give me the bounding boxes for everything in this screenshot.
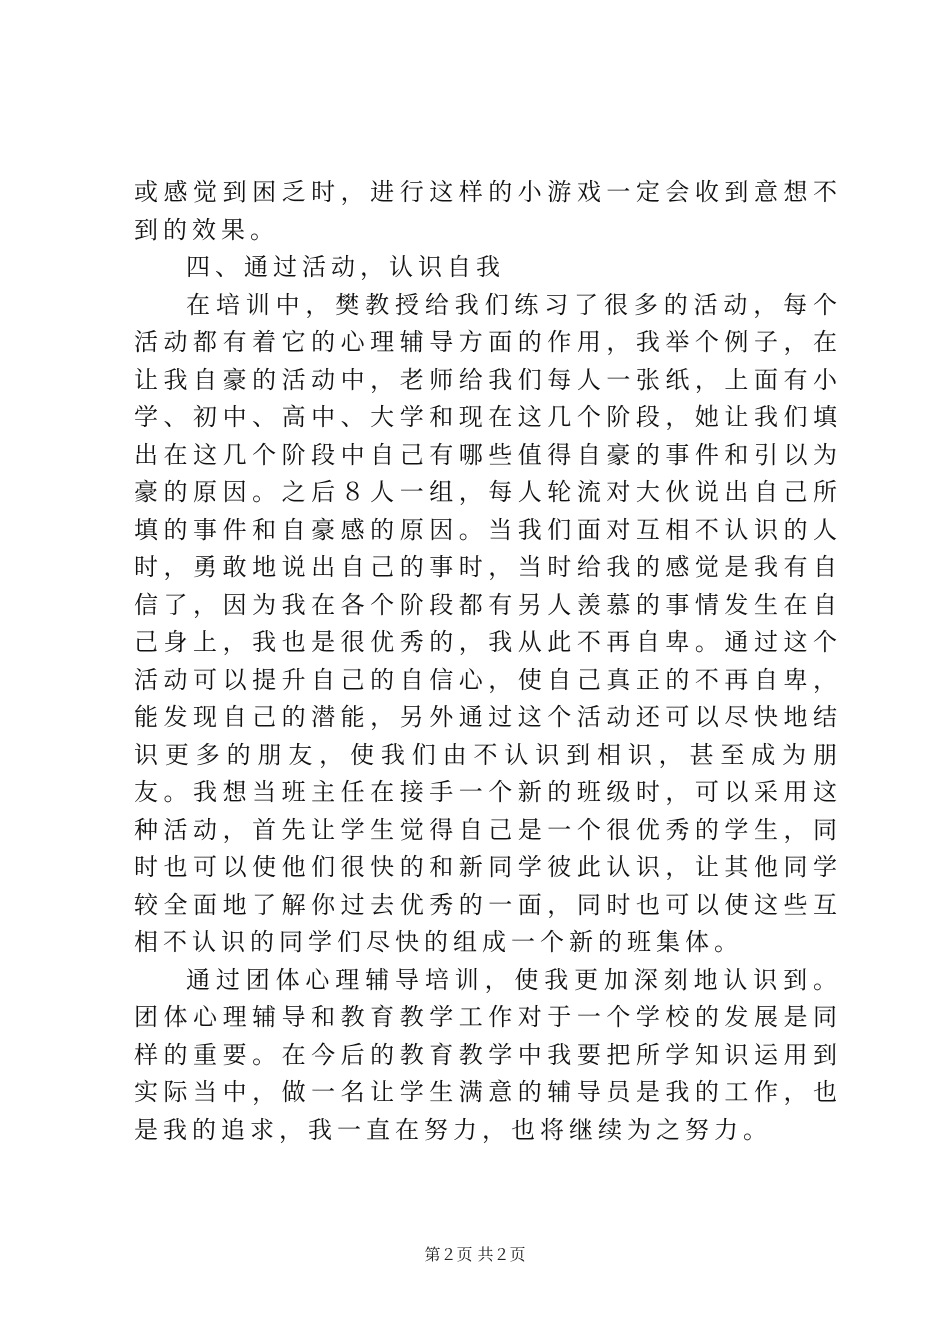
document-body — [134, 174, 842, 1149]
paragraph-conclusion: 通过团体心理辅导培训，使我更加深刻地认识到。团体心理辅导和教育教学工作对于一个学校的发展是同样的重要。在今后的教育教学中我要把所学知识运用到实际当中，做一名让学生满意的辅导员是我的工作，也是我的追求，我一直在努力，也将继续为之努力。 — [134, 965, 842, 1144]
paragraph-continuation: 或感觉到困乏时，进行这样的小游戏一定会收到意想不到的效果。 — [134, 178, 842, 244]
paragraph-activity: 在培训中，樊教授给我们练习了很多的活动，每个活动都有着它的心理辅导方面的作用，我举个例子，在让我自豪的活动中，老师给我们每人一张纸，上面有小学、初中、高中、大学和现在这几个阶段，她让我们填出在这几个阶段中自己有哪些值得自豪的事件和引以为豪的原因。之后８人一组，每人轮流对大伙说出自己所填的事件和自豪感的原因。当我们面对互相不认识的人时，勇敢地说出自己的事时，当时给我的感觉是我有自信了，因为我在各个阶段都有另人羡慕的事情发生在自己身上，我也是很优秀的，我从此不再自卑。通过这个活动可以提升自己的自信心，使自己真正的不再自卑，能发现自己的潜能，另外通过这个活动还可以尽快地结识更多的朋友，使我们由不认识到相识，甚至成为朋友。我想当班主任在接手一个新的班级时，可以采用这种活动，首先让学生觉得自己是一个很优秀的学生，同时也可以使他们很快的和新同学彼此认识，让其他同学较全面地了解你过去优秀的一面，同时也可以使这些互相不认识的同学们尽快的组成一个新的班集体。 — [134, 290, 842, 956]
section-heading: 四、通过活动，认识自我 — [186, 253, 505, 281]
page-footer: 第２页 共２页 — [424, 1245, 526, 1264]
